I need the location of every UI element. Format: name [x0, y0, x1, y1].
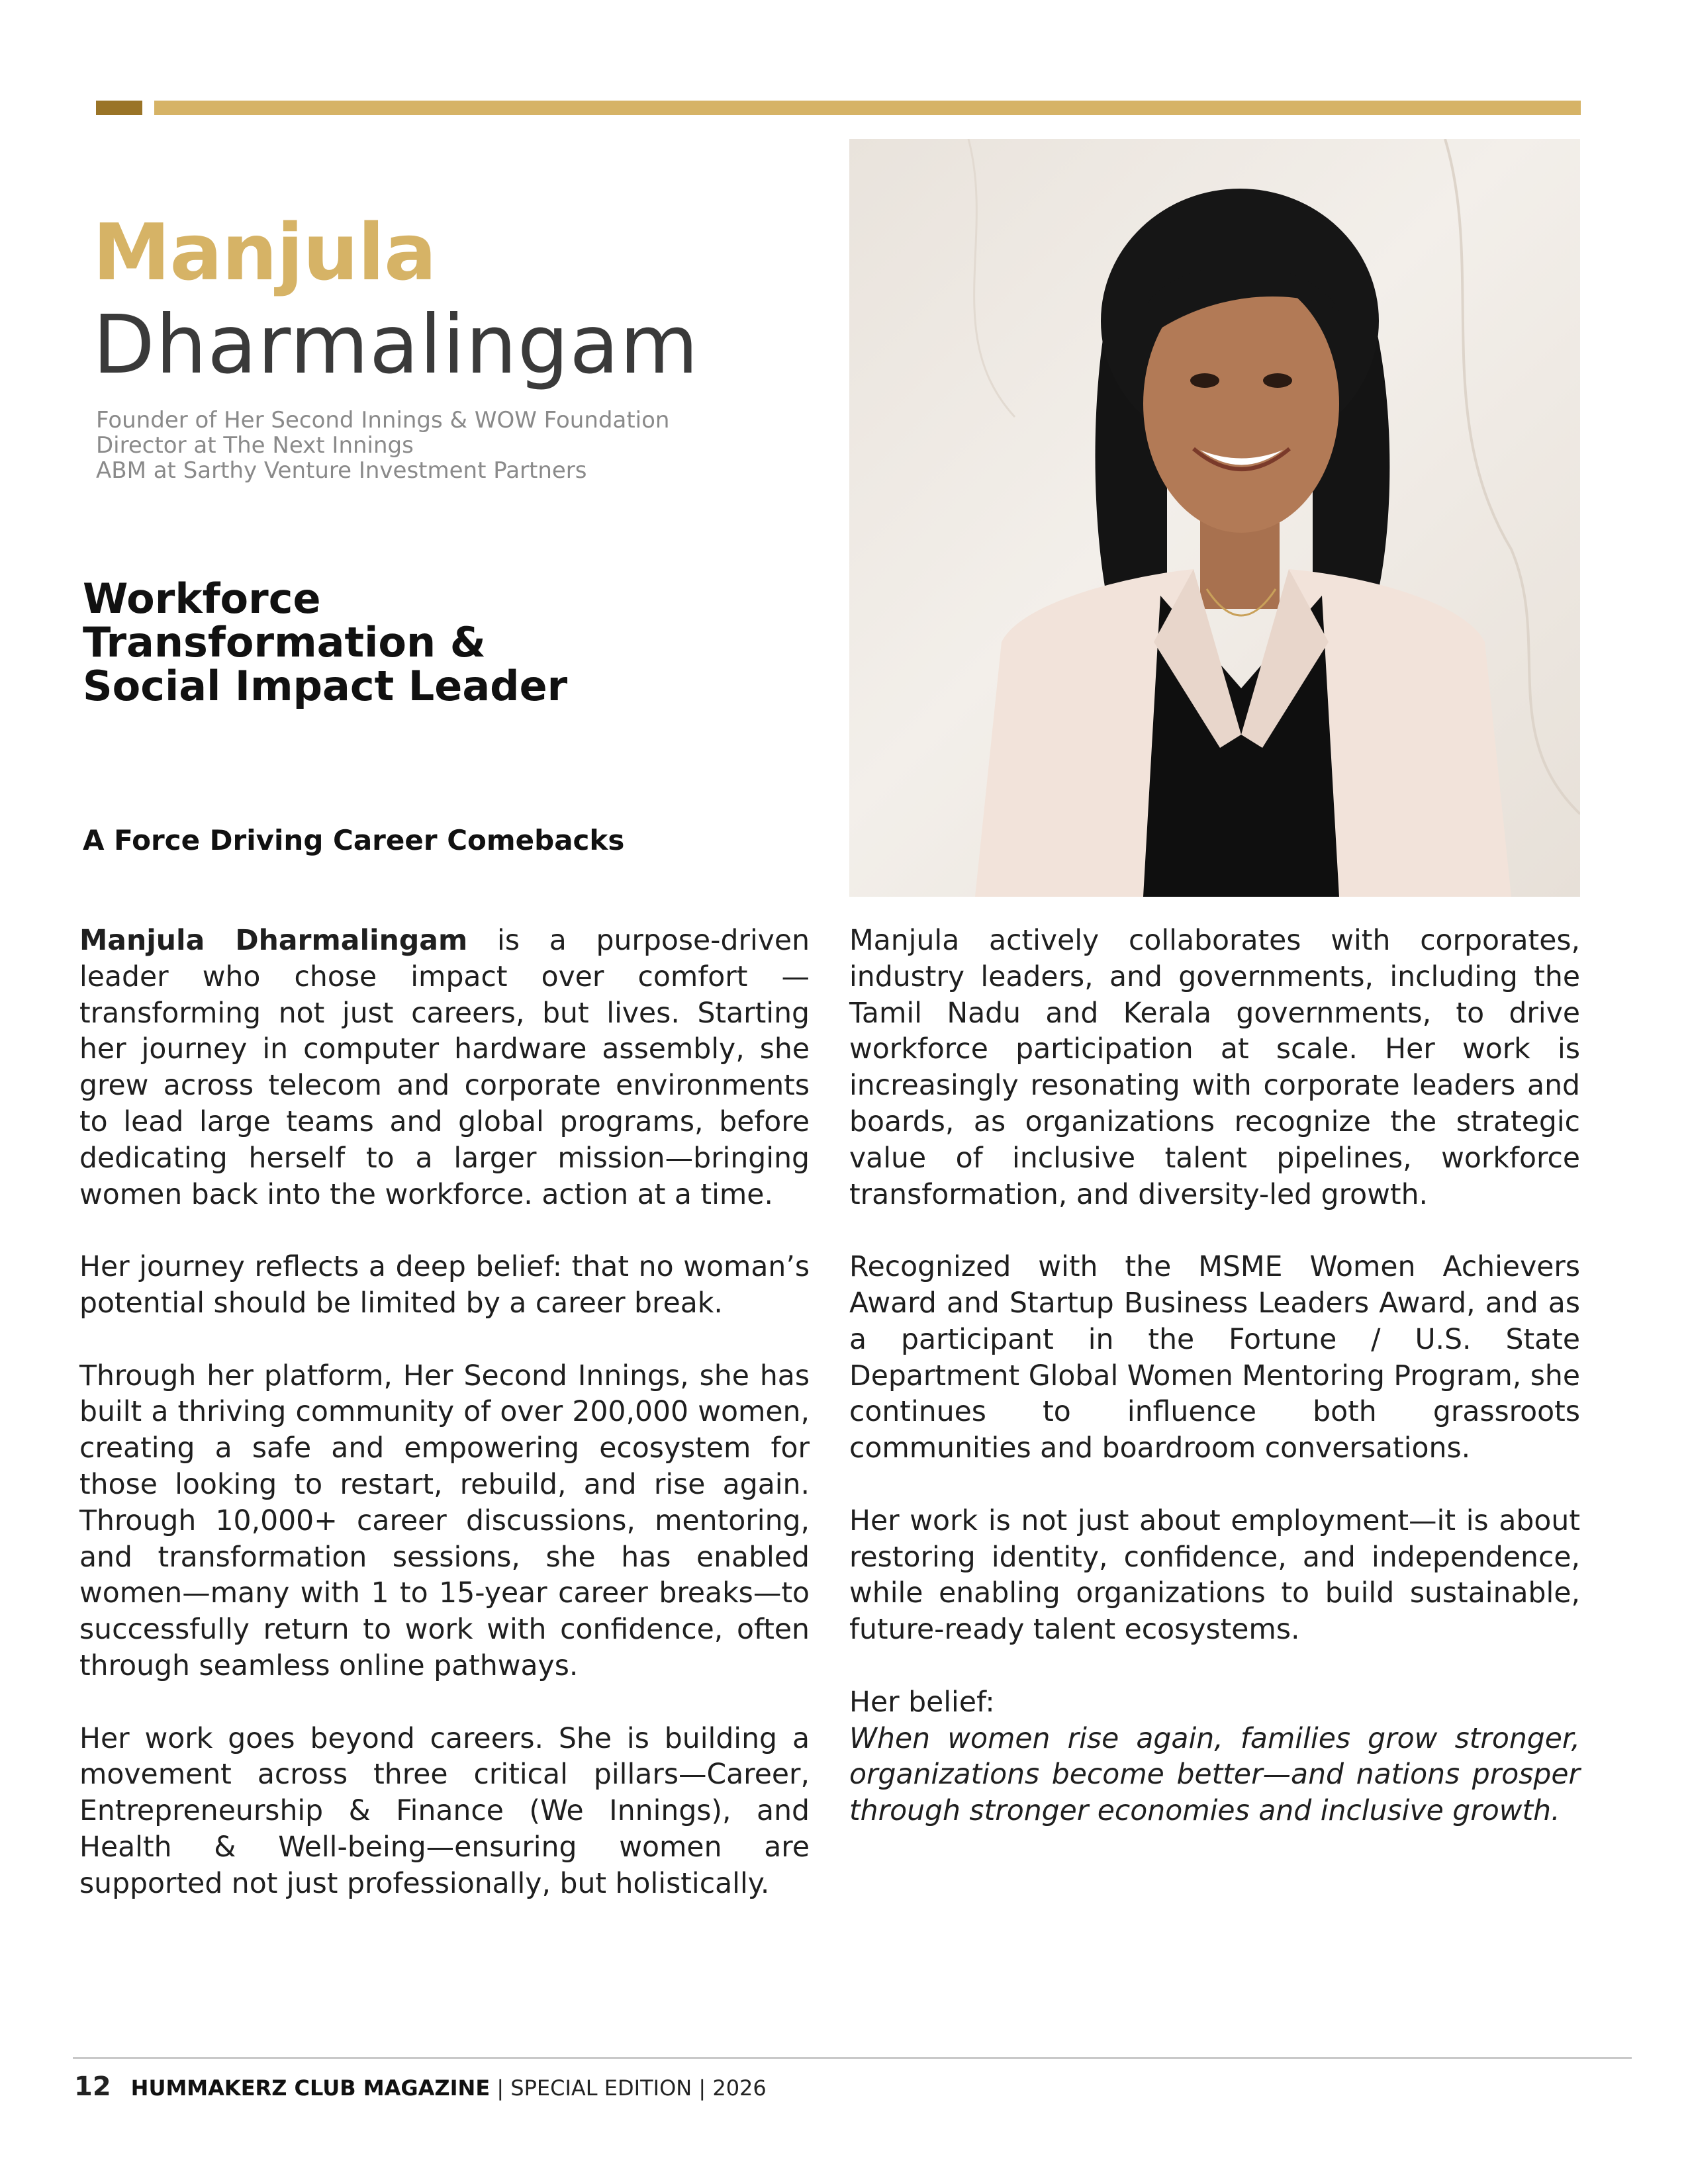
magazine-name: HUMMAKERZ CLUB MAGAZINE [130, 2075, 491, 2101]
article-paragraph [79, 923, 810, 1213]
role-line: Director at The Next Innings [96, 432, 414, 459]
headline-line: Workforce [83, 574, 321, 623]
subheading: A Force Driving Career Comebacks [83, 824, 625, 856]
role-line: Founder of Her Second Innings & WOW Foundation [96, 407, 670, 433]
belief-label: Her belief: [849, 1686, 995, 1719]
article-column-left [79, 923, 810, 1938]
accent-bar-dark [96, 101, 142, 115]
article-paragraph: Recognized with the MSME Women Achievers Award and Startup Business Leaders Award, and as a participant in the Fortune / U.S. State Department Global Women Mentoring Program, she continues to influence both grassroots communities and boardroom conversations. [849, 1251, 1580, 1465]
first-name: Manjula [93, 206, 436, 298]
page-footer [74, 2071, 767, 2107]
portrait-photo [849, 139, 1580, 897]
article-column-right [849, 923, 1580, 1866]
article-paragraph: Her work is not just about employment—it is about restoring identity, confidence, and independence, while enabling organizations to build sustainable, future-ready talent ecosystems. [849, 1504, 1580, 1647]
article-paragraph: Her work goes beyond careers. She is building a movement across three critical pillars—Career, Entrepreneurship & Finance (We Innings), and Health & Well-being—ensuring women are supported not just professionally, but holistically. [79, 1722, 810, 1900]
page-number: 12 [74, 2071, 111, 2102]
accent-bar-gold [154, 101, 1581, 115]
role-list [96, 408, 669, 483]
lead-name: Manjula Dharmalingam [79, 925, 468, 957]
footer-divider [73, 2057, 1632, 2059]
article-paragraph: Through her platform, Her Second Innings, she has built a thriving community of over 200,000 women, creating a safe and empowering ecosystem for those looking to restart, rebuild, and rise again. Through 10,000+ career discussions, mentoring, and transformation sessions, she has enabled women—many with 1 to 15-year career breaks—to successfully return to work with confidence, often through seamless online pathways. [79, 1359, 810, 1682]
edition-label: | SPECIAL EDITION | 2026 [490, 2075, 767, 2101]
headline-line: Social Impact Leader [83, 662, 568, 710]
headline [83, 574, 568, 710]
article-paragraph: Her journey reflects a deep belief: that no woman’s potential should be limited by a career break. [79, 1251, 810, 1320]
last-name: Dharmalingam [93, 298, 699, 392]
article-paragraph: Manjula actively collaborates with corporates, industry leaders, and governments, including the Tamil Nadu and Kerala governments, to drive workforce participation at scale. Her work is increasingly resonating with corporate leaders and boards, as organizations recognize the strategic value of inclusive talent pipelines, workforce transformation, and diversity-led growth. [849, 925, 1580, 1211]
belief-quote: When women rise again, families grow stronger, organizations become better—and nations prosper through stronger economies and inclusive growth. [849, 1722, 1580, 1828]
headline-line: Transformation & [83, 618, 486, 666]
role-line: ABM at Sarthy Venture Investment Partners [96, 457, 587, 484]
paragraph-text: is a purpose-driven leader who chose impact over comfort — transforming not just careers, but lives. Starting her journey in computer hardware assembly, she grew across telecom and corporate environments to lead large teams and global programs, before dedicating herself to a larger mission—bringing women back into the workforce. action at a time. [79, 925, 810, 1211]
